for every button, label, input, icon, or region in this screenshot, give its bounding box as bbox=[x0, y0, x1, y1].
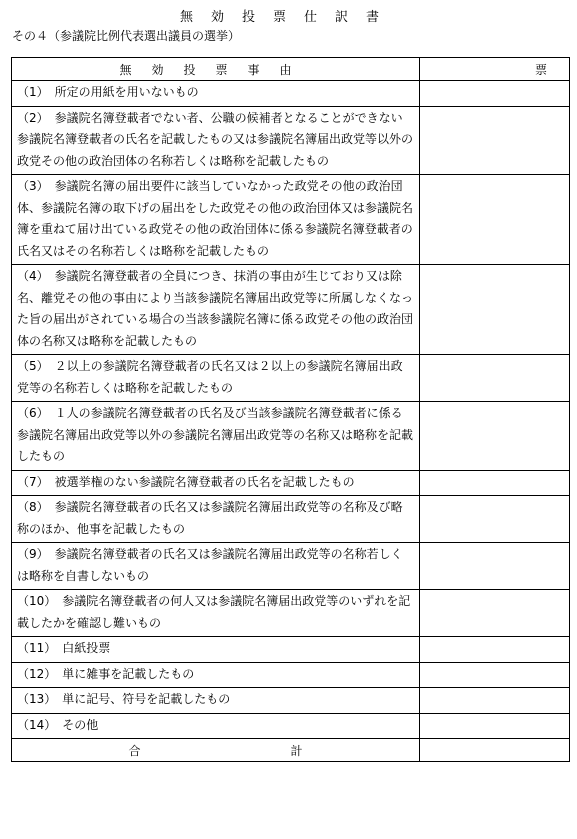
reason-cell: （7） 被選挙権のない参議院名簿登載者の氏名を記載したもの bbox=[12, 470, 420, 496]
total-label-right: 計 bbox=[290, 743, 303, 758]
table-row bbox=[12, 175, 570, 265]
table-row bbox=[12, 106, 570, 175]
table-row bbox=[12, 496, 570, 543]
table-row bbox=[12, 637, 570, 663]
table-header-row bbox=[12, 58, 570, 81]
reason-cell: （3） 参議院名簿の届出要件に該当していなかった政党その他の政治団体、参議院名簿の取下げの届出をした政党その他の政治団体又は参議院名簿を重ねて届け出ている政党その他の政治団体に係る参議院名簿登載者の氏名又はその名称若しくは略称を記載したもの bbox=[12, 175, 420, 265]
table-row bbox=[12, 265, 570, 355]
header-reason: 無効投票事由 bbox=[12, 58, 420, 81]
reason-cell: （6） １人の参議院名簿登載者の氏名及び当該参議院名簿登載者に係る参議院名簿届出政党等以外の参議院名簿届出政党等の名称又は略称を記載したもの bbox=[12, 402, 420, 471]
table-row bbox=[12, 713, 570, 739]
reason-cell: （12） 単に雑事を記載したもの bbox=[12, 662, 420, 688]
total-row bbox=[12, 739, 570, 762]
total-votes-cell[interactable] bbox=[420, 739, 570, 762]
table-row bbox=[12, 590, 570, 637]
votes-cell[interactable] bbox=[420, 470, 570, 496]
votes-cell[interactable] bbox=[420, 662, 570, 688]
table-row bbox=[12, 662, 570, 688]
document-subtitle: その４（参議院比例代表選出議員の選挙） bbox=[12, 29, 241, 43]
votes-cell[interactable] bbox=[420, 713, 570, 739]
table-row bbox=[12, 543, 570, 590]
reason-cell: （10） 参議院名簿登載者の何人又は参議院名簿届出政党等のいずれを記載したかを確認し難いもの bbox=[12, 590, 420, 637]
reason-cell: （4） 参議院名簿登載者の全員につき、抹消の事由が生じており又は除名、離党その他の事由により当該参議院名簿届出政党等に所属しなくなった旨の届出がされている場合の当該参議院名簿に係る政党その他の政治団体の名称又は略称を記載したもの bbox=[12, 265, 420, 355]
header-votes: 票 bbox=[420, 58, 570, 81]
reason-cell: （8） 参議院名簿登載者の氏名又は参議院名簿届出政党等の名称及び略称のほか、他事を記載したもの bbox=[12, 496, 420, 543]
reason-cell: （14） その他 bbox=[12, 713, 420, 739]
votes-cell[interactable] bbox=[420, 688, 570, 714]
reason-cell: （11） 白紙投票 bbox=[12, 637, 420, 663]
total-label-cell bbox=[12, 739, 420, 762]
reason-cell: （13） 単に記号、符号を記載したもの bbox=[12, 688, 420, 714]
document-title: 無効投票仕訳書 bbox=[179, 10, 397, 25]
table-row bbox=[12, 81, 570, 107]
votes-cell[interactable] bbox=[420, 496, 570, 543]
votes-cell[interactable] bbox=[420, 175, 570, 265]
votes-cell[interactable] bbox=[420, 265, 570, 355]
table-row bbox=[12, 402, 570, 471]
votes-cell[interactable] bbox=[420, 543, 570, 590]
reason-cell: （2） 参議院名簿登載者でない者、公職の候補者となることができない参議院名簿登載者の氏名を記載したもの又は参議院名簿届出政党等以外の政党その他の政治団体の名称若しくは略称を記載したもの bbox=[12, 106, 420, 175]
invalid-votes-table bbox=[11, 57, 570, 762]
reason-cell: （5） ２以上の参議院名簿登載者の氏名又は２以上の参議院名簿届出政党等の名称若しくは略称を記載したもの bbox=[12, 355, 420, 402]
votes-cell[interactable] bbox=[420, 637, 570, 663]
reason-cell: （9） 参議院名簿登載者の氏名又は参議院名簿届出政党等の名称若しくは略称を自書しないもの bbox=[12, 543, 420, 590]
votes-cell[interactable] bbox=[420, 355, 570, 402]
reason-cell: （1） 所定の用紙を用いないもの bbox=[12, 81, 420, 107]
table-row bbox=[12, 355, 570, 402]
table-row bbox=[12, 470, 570, 496]
total-label-left: 合 bbox=[128, 743, 141, 758]
votes-cell[interactable] bbox=[420, 81, 570, 107]
table-row bbox=[12, 688, 570, 714]
votes-cell[interactable] bbox=[420, 402, 570, 471]
votes-cell[interactable] bbox=[420, 106, 570, 175]
votes-cell[interactable] bbox=[420, 590, 570, 637]
